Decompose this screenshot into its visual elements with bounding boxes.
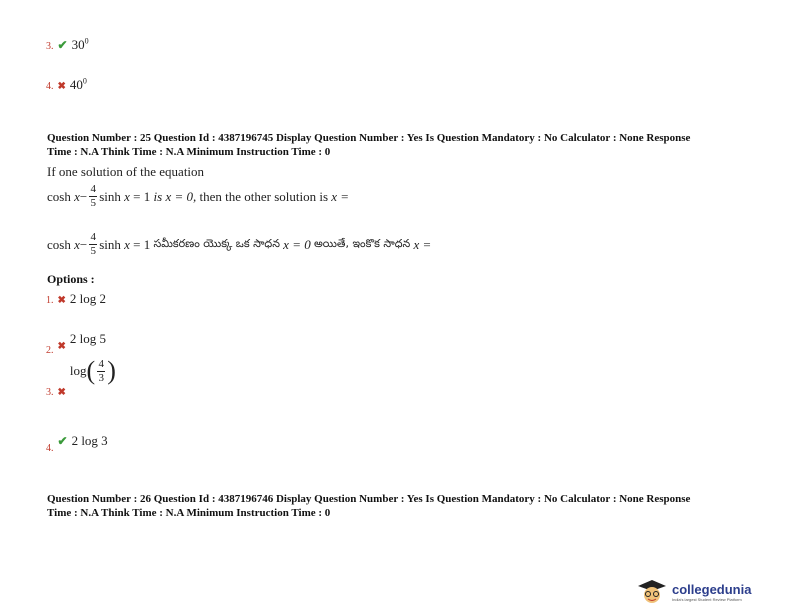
option-number: 2. — [46, 345, 54, 356]
option-1 — [46, 290, 106, 308]
fraction-four-fifths: $\frac{4}{5}$ — [90, 183, 96, 209]
question-25-meta — [47, 131, 767, 159]
meta-line-1: Question Number : 25 Question Id : 4387196745 Display Question Number : Yes Is Question Mandatory : No Calculator : None Response — [47, 132, 691, 144]
logo-tagline: India's largest Student Review Platform — [672, 597, 742, 602]
meta-line-2: Time : N.A Think Time : N.A Minimum Instruction Time : 0 — [47, 146, 331, 158]
option-text: 2 log 2 — [69, 291, 107, 306]
options-label: Options : — [47, 272, 95, 286]
wrong-cross-icon: ✖ — [57, 295, 66, 306]
option-number: 1. — [46, 295, 54, 306]
option-number: 4. — [46, 443, 54, 454]
correct-check-icon: ✔ — [57, 434, 68, 448]
option-text: $40^0$ — [69, 76, 87, 92]
option-2 — [46, 330, 107, 356]
option-text: $30^0$ — [71, 36, 89, 52]
wrong-cross-icon: ✖ — [57, 341, 66, 352]
wrong-cross-icon: ✖ — [57, 81, 66, 92]
prev-option-3 — [46, 36, 89, 54]
collegedunia-logo — [634, 578, 751, 606]
prev-option-4 — [46, 76, 87, 94]
option-4 — [46, 432, 108, 454]
option-number: 3. — [46, 387, 54, 398]
wrong-cross-icon: ✖ — [57, 387, 66, 398]
fraction-four-fifths: $\frac{4}{5}$ — [90, 231, 96, 257]
question-26-meta — [47, 492, 767, 520]
meta-line-2: Time : N.A Think Time : N.A Minimum Instruction Time : 0 — [47, 507, 331, 519]
question-equation-telugu: cosh x − $\frac{4}{5}$ sinh x = 1 సమీకరణం యొక్క ఒక సాధన x = 0 అయితే, ఇంకొక సాధన x = — [47, 231, 432, 257]
question-equation-english: cosh x − $\frac{4}{5}$ sinh x = 1 is x = 0, then the other solution is x = — [47, 183, 350, 209]
question-intro: If one solution of the equation — [47, 164, 205, 179]
option-3 — [46, 356, 116, 398]
graduate-mascot-icon — [634, 578, 670, 606]
meta-line-1: Question Number : 26 Question Id : 4387196746 Display Question Number : Yes Is Question Mandatory : No Calculator : None Response — [47, 493, 691, 505]
option-number: 3. — [46, 41, 54, 52]
option-text: 2 log 5 — [69, 331, 107, 346]
option-text: 2 log 3 — [71, 433, 108, 448]
option-number: 4. — [46, 81, 54, 92]
option-text: log ( $\frac{4}{3}$ ) — [69, 356, 116, 385]
correct-check-icon: ✔ — [57, 38, 68, 52]
logo-name: collegedunia — [672, 582, 752, 597]
